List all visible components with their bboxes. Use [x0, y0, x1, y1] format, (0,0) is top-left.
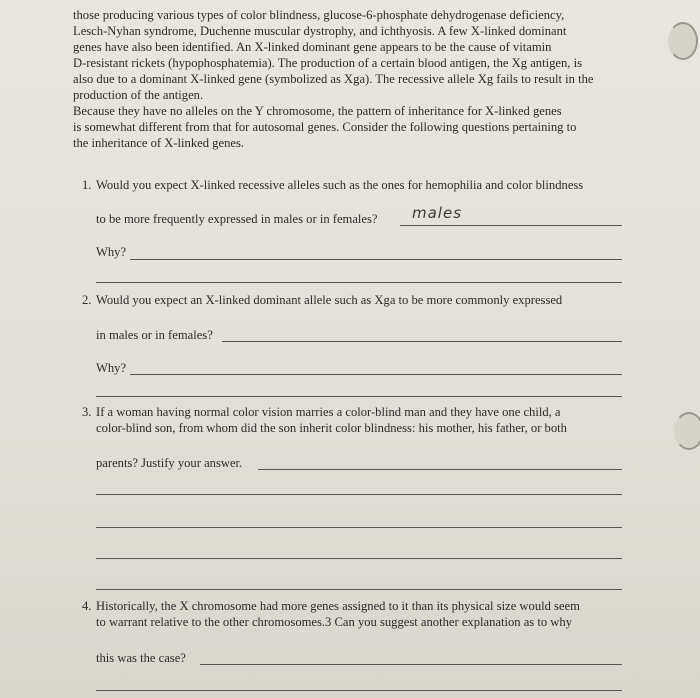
intro-line-7: Because they have no alleles on the Y chromosome, the pattern of inheritance for X-linked genes [73, 104, 562, 118]
q4-text-line2: to warrant relative to the other chromosomes.3 Can you suggest another explanation as to why [96, 615, 572, 629]
q1-text-line2: to be more frequently expressed in males or in females? [96, 212, 378, 226]
q4-number: 4. [82, 599, 92, 613]
q4-answer-line-1[interactable] [200, 664, 622, 665]
q3-text-line1: If a woman having normal color vision marries a color-blind man and they have one child, a [96, 405, 561, 419]
q3-answer-line-1[interactable] [258, 469, 622, 470]
q2-text-line2: in males or in females? [96, 328, 213, 342]
binder-hole-bottom [674, 412, 700, 450]
q2-why-line-1[interactable] [130, 374, 622, 375]
q2-text-line1: Would you expect an X-linked dominant allele such as Xga to be more commonly expressed [96, 293, 563, 307]
binder-hole-top [668, 22, 698, 60]
q1-why-label: Why? [96, 245, 127, 259]
q2-number: 2. [82, 293, 92, 307]
intro-line-4: D-resistant rickets (hypophosphatemia). The production of a certain blood antigen, the Xg antigen, is [73, 56, 582, 70]
q2-answer-line[interactable] [222, 341, 622, 342]
q3-answer-line-3[interactable] [96, 527, 622, 528]
q1-answer-line[interactable] [400, 225, 622, 226]
q1-why-line-2[interactable] [96, 282, 622, 283]
q4-text-line3: this was the case? [96, 651, 186, 665]
q1-handwritten-answer: males [412, 204, 463, 222]
q1-text-line1: Would you expect X-linked recessive alleles such as the ones for hemophilia and color blindness [96, 178, 584, 192]
intro-line-8: is somewhat different from that for autosomal genes. Consider the following questions pertaining to [73, 120, 577, 134]
q3-text-line3: parents? Justify your answer. [96, 456, 243, 470]
q3-answer-line-5[interactable] [96, 589, 622, 590]
q3-answer-line-4[interactable] [96, 558, 622, 559]
q4-text-line1: Historically, the X chromosome had more genes assigned to it than its physical size would seem [96, 599, 580, 613]
intro-line-1: those producing various types of color blindness, glucose-6-phosphate dehydrogenase deficiency, [73, 8, 565, 22]
intro-line-9: the inheritance of X-linked genes. [73, 136, 244, 150]
intro-line-5: also due to a dominant X-linked gene (symbolized as Xga). The recessive allele Xg fails to result in the [73, 72, 594, 86]
q2-why-line-2[interactable] [96, 396, 622, 397]
q1-number: 1. [82, 178, 92, 192]
q3-text-line2: color-blind son, from whom did the son inherit color blindness: his mother, his father, or both [96, 421, 567, 435]
q3-number: 3. [82, 405, 92, 419]
intro-line-2: Lesch-Nyhan syndrome, Duchenne muscular dystrophy, and ichthyosis. A few X-linked dominant [73, 24, 567, 38]
intro-line-6: production of the antigen. [73, 88, 204, 102]
q2-why-label: Why? [96, 361, 127, 375]
intro-line-3: genes have also been identified. An X-linked dominant gene appears to be the cause of vitamin [73, 40, 552, 54]
q1-why-line-1[interactable] [130, 259, 622, 260]
q3-answer-line-2[interactable] [96, 494, 622, 495]
q4-answer-line-2[interactable] [96, 690, 622, 691]
